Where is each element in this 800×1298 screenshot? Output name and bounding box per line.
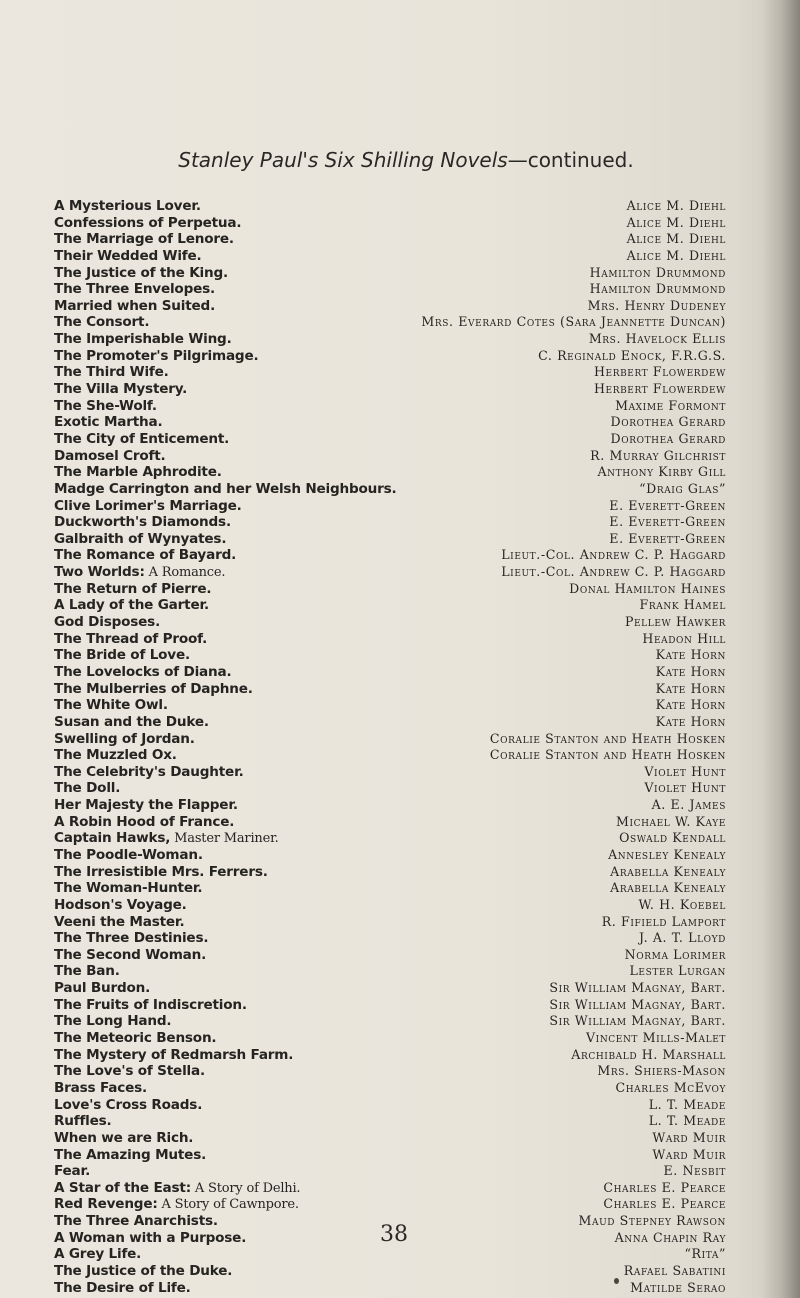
novel-title-text: The Amazing Mutes. (54, 1146, 207, 1163)
list-item (54, 731, 726, 748)
list-item (54, 481, 726, 498)
novel-title (54, 1047, 293, 1064)
novel-author: Kate Horn (655, 663, 726, 679)
novel-author: C. Reginald Enock, F.R.G.S. (538, 347, 726, 363)
novel-author: Alice M. Diehl (626, 231, 726, 247)
novel-title (54, 364, 169, 381)
novel-author: Ward Muir (652, 1129, 726, 1145)
page-header (56, 148, 756, 172)
novel-author: Archibald H. Marshall (571, 1046, 726, 1062)
novel-title (54, 448, 165, 465)
novel-title (54, 265, 228, 282)
novel-title (54, 780, 120, 797)
novel-title (54, 647, 190, 664)
list-item (54, 364, 726, 381)
novel-title (54, 248, 202, 265)
novel-title (54, 731, 195, 748)
list-item (54, 581, 726, 598)
novel-title-text: A Lady of the Garter. (54, 597, 210, 614)
list-item (54, 1263, 726, 1280)
novel-title-text: The Justice of the King. (54, 264, 228, 281)
list-item (54, 647, 726, 664)
novel-subtitle: A Romance. (144, 565, 226, 581)
novel-title-text: The Lovelocks of Diana. (54, 663, 232, 680)
list-item (54, 248, 726, 265)
novel-title-text: The Mystery of Redmarsh Farm. (54, 1046, 294, 1063)
novel-author: E. Nesbit (663, 1163, 726, 1179)
novel-subtitle: Master Mariner. (170, 831, 279, 847)
novel-author: Alice M. Diehl (626, 247, 726, 263)
novel-title (54, 231, 234, 248)
page-number: 38 (380, 1222, 408, 1247)
list-item (54, 864, 726, 881)
novel-author: Alice M. Diehl (626, 198, 726, 213)
novel-author: “Rita” (684, 1246, 726, 1262)
novel-title (54, 947, 206, 964)
novel-title-text: The Ban. (54, 963, 120, 980)
novel-title (54, 498, 242, 515)
novel-title-text: Captain Hawks, (54, 830, 171, 847)
list-item (54, 914, 726, 931)
novel-title (54, 930, 208, 947)
novel-title-text: Her Majesty the Flapper. (54, 797, 238, 814)
novel-author: Dorothea Gerard (610, 414, 726, 430)
list-item (54, 780, 726, 797)
novel-title (54, 414, 162, 431)
novel-subtitle: A Story of Cawnpore. (157, 1197, 299, 1213)
novel-title-text: The City of Enticement. (54, 430, 230, 447)
novel-author: Maud Stepney Rawson (578, 1213, 726, 1229)
list-item (54, 464, 726, 481)
novel-title (54, 1097, 202, 1114)
list-item (54, 1246, 726, 1263)
novel-author: Lieut.-Col. Andrew C. P. Haggard (501, 564, 726, 580)
novel-title (54, 631, 207, 648)
continued-label: —continued. (507, 148, 634, 172)
novel-title-text: Clive Lorimer's Marriage. (54, 497, 242, 514)
novel-title-text: Susan and the Duke. (54, 713, 209, 730)
novel-author: Kate Horn (655, 680, 726, 696)
novel-subtitle: A Story of Delhi. (190, 1180, 301, 1196)
novel-title (54, 714, 209, 731)
novel-title (54, 664, 231, 681)
novel-title-text: The Fruits of Indiscretion. (54, 996, 247, 1013)
novel-author: Anthony Kirby Gill (597, 464, 726, 480)
list-item (54, 231, 726, 248)
list-item (54, 681, 726, 698)
novel-title-text: The Love's of Stella. (54, 1063, 205, 1080)
list-item (54, 1147, 726, 1164)
list-item (54, 714, 726, 731)
list-item (54, 997, 726, 1014)
novel-title-text: The Justice of the Duke. (54, 1263, 233, 1279)
novel-title-text: God Disposes. (54, 614, 161, 631)
list-item (54, 614, 726, 631)
novel-author: “Draig Glas” (639, 480, 726, 496)
novel-author: Arabella Kenealy (610, 880, 726, 896)
novel-author: Vincent Mills-Malet (585, 1030, 726, 1046)
list-item (54, 1196, 726, 1213)
novel-title (54, 830, 279, 848)
novel-title-text: The Woman-Hunter. (54, 880, 203, 897)
novel-title-text: Veeni the Master. (54, 913, 185, 930)
list-item (54, 414, 726, 431)
list-item (54, 814, 726, 831)
novel-author: Violet Hunt (644, 763, 726, 779)
list-item (54, 215, 726, 232)
list-item (54, 930, 726, 947)
list-item (54, 697, 726, 714)
novel-title-text: The Bride of Love. (54, 647, 190, 664)
novel-title-text: Two Worlds: (54, 564, 145, 581)
novel-title-text: The Return of Pierre. (54, 580, 212, 597)
novel-title-text: The Imperishable Wing. (54, 331, 232, 348)
list-item (54, 498, 726, 515)
list-item (54, 531, 726, 548)
novel-title (54, 847, 203, 864)
novel-title-text: Confessions of Perpetua. (54, 214, 242, 231)
novel-title (54, 614, 160, 631)
novel-title-text: The She-Wolf. (54, 397, 157, 414)
novel-author: L. T. Meade (648, 1113, 726, 1129)
novel-author: Mrs. Havelock Ellis (588, 331, 726, 347)
novel-title (54, 880, 202, 897)
list-item (54, 1280, 726, 1297)
novel-title-text: Red Revenge: (54, 1196, 158, 1213)
novel-author: W. H. Koebel (638, 896, 726, 912)
novel-title-text: The Villa Mystery. (54, 381, 188, 398)
list-item (54, 897, 726, 914)
novel-author: R. Murray Gilchrist (590, 447, 726, 463)
novel-author: Mrs. Henry Dudeney (587, 297, 726, 313)
novel-author: Coralie Stanton and Heath Hosken (489, 730, 726, 746)
novel-title (54, 1213, 218, 1230)
novel-author: R. Fifield Lamport (601, 913, 726, 929)
novel-title-text: A Robin Hood of France. (54, 813, 235, 830)
novel-title-text: Love's Cross Roads. (54, 1096, 203, 1113)
novel-title-text: The Second Woman. (54, 946, 207, 963)
novel-author: A. E. James (651, 797, 726, 813)
novel-title (54, 481, 397, 498)
novel-title (54, 314, 149, 331)
novel-title-text: The White Owl. (54, 697, 168, 714)
novel-title-text: Their Wedded Wife. (54, 247, 202, 264)
novel-author: Michael W. Kaye (615, 813, 726, 829)
novel-title-text: Madge Carrington and her Welsh Neighbours. (54, 480, 397, 497)
novel-title-text: The Marble Aphrodite. (54, 464, 222, 481)
novel-list (54, 198, 726, 1296)
novel-title-text: The Romance of Bayard. (54, 547, 237, 564)
novel-title (54, 1246, 141, 1263)
novel-title (54, 1130, 193, 1147)
novel-title (54, 1063, 205, 1080)
novel-title-text: The Thread of Proof. (54, 630, 208, 647)
novel-title-text: The Promoter's Pilgrimage. (54, 347, 259, 364)
novel-author: E. Everett-Green (609, 497, 726, 513)
novel-title-text: The Third Wife. (54, 364, 169, 381)
list-item (54, 198, 726, 215)
novel-author: Mrs. Shiers-Mason (597, 1063, 726, 1079)
novel-title (54, 864, 268, 881)
novel-title (54, 514, 231, 531)
novel-title (54, 914, 184, 931)
list-item (54, 664, 726, 681)
novel-title (54, 1280, 191, 1297)
novel-author: L. T. Meade (648, 1096, 726, 1112)
novel-author: Frank Hamel (639, 597, 726, 613)
list-item (54, 830, 726, 847)
list-item (54, 797, 726, 814)
list-item (54, 564, 726, 581)
novel-title-text: Fear. (54, 1163, 91, 1180)
novel-author: Headon Hill (642, 630, 726, 646)
novel-author: Coralie Stanton and Heath Hosken (489, 747, 726, 763)
novel-author: Herbert Flowerdew (593, 364, 726, 380)
novel-title (54, 1263, 232, 1280)
novel-author: Arabella Kenealy (610, 863, 726, 879)
novel-title-text: When we are Rich. (54, 1129, 194, 1146)
novel-title-text: A Grey Life. (54, 1246, 142, 1263)
novel-title (54, 464, 222, 481)
novel-title-text: Brass Faces. (54, 1079, 147, 1096)
list-item (54, 764, 726, 781)
list-item (54, 1130, 726, 1147)
novel-title (54, 1230, 246, 1247)
novel-title-text: A Mysterious Lover. (54, 198, 201, 214)
novel-title-text: The Mulberries of Daphne. (54, 680, 253, 697)
novel-title (54, 564, 225, 582)
novel-author: Anna Chapin Ray (614, 1229, 726, 1245)
novel-title (54, 215, 241, 232)
novel-author: Sir William Magnay, Bart. (549, 1013, 726, 1029)
novel-title (54, 1163, 90, 1180)
list-item (54, 431, 726, 448)
novel-title-text: The Consort. (54, 314, 150, 331)
novel-title (54, 298, 215, 315)
novel-title-text: Exotic Martha. (54, 414, 163, 431)
novel-title-text: Hodson's Voyage. (54, 896, 187, 913)
novel-author: Lieut.-Col. Andrew C. P. Haggard (501, 547, 726, 563)
novel-title (54, 697, 168, 714)
novel-title (54, 581, 211, 598)
novel-author: Alice M. Diehl (626, 214, 726, 230)
novel-title (54, 897, 187, 914)
list-item (54, 381, 726, 398)
novel-title-text: Ruffles. (54, 1113, 112, 1130)
list-item (54, 1063, 726, 1080)
list-item (54, 947, 726, 964)
list-item (54, 747, 726, 764)
novel-title (54, 281, 215, 298)
novel-title-text: Swelling of Jordan. (54, 730, 195, 747)
novel-title-text: The Desire of Life. (54, 1279, 191, 1296)
novel-author: Kate Horn (655, 647, 726, 663)
list-item (54, 1080, 726, 1097)
novel-title-text: Galbraith of Wynyates. (54, 530, 227, 547)
novel-author: E. Everett-Green (609, 530, 726, 546)
ink-speck (614, 1278, 619, 1284)
list-item (54, 1097, 726, 1114)
novel-title (54, 1013, 171, 1030)
novel-title (54, 331, 232, 348)
novel-author: Herbert Flowerdew (593, 381, 726, 397)
novel-author: Dorothea Gerard (610, 430, 726, 446)
list-item (54, 880, 726, 897)
list-item (54, 1180, 726, 1197)
novel-author: Norma Lorimer (624, 946, 726, 962)
list-item (54, 448, 726, 465)
novel-title-text: The Muzzled Ox. (54, 747, 177, 764)
novel-title (54, 1080, 147, 1097)
novel-title (54, 681, 253, 698)
novel-author: Charles E. Pearce (603, 1179, 726, 1195)
novel-author: Charles E. Pearce (603, 1196, 726, 1212)
list-item (54, 1163, 726, 1180)
novel-title-text: The Marriage of Lenore. (54, 231, 234, 248)
novel-title-text: The Meteoric Benson. (54, 1030, 217, 1047)
novel-title-text: Damosel Croft. (54, 447, 166, 464)
list-item (54, 265, 726, 282)
novel-title (54, 797, 238, 814)
novel-title-text: The Three Destinies. (54, 930, 209, 947)
novel-title (54, 747, 177, 764)
list-item (54, 1047, 726, 1064)
novel-title-text: The Celebrity's Daughter. (54, 763, 244, 780)
novel-title-text: The Poodle-Woman. (54, 846, 203, 863)
novel-author: Kate Horn (655, 697, 726, 713)
novel-title (54, 1030, 216, 1047)
novel-title-text: Paul Burdon. (54, 980, 151, 997)
list-item (54, 1030, 726, 1047)
novel-author: Kate Horn (655, 713, 726, 729)
novel-author: Donal Hamilton Haines (569, 580, 726, 596)
list-item (54, 631, 726, 648)
list-item (54, 281, 726, 298)
novel-author: Oswald Kendall (619, 830, 726, 846)
novel-author: Mrs. Everard Cotes (Sara Jeannette Duncan) (421, 314, 726, 330)
novel-title (54, 348, 258, 365)
list-item (54, 1013, 726, 1030)
novel-title (54, 431, 229, 448)
novel-author: Annesley Kenealy (608, 846, 726, 862)
novel-title (54, 997, 247, 1014)
list-item (54, 547, 726, 564)
novel-title-text: A Star of the East: (54, 1179, 191, 1196)
novel-title-text: A Woman with a Purpose. (54, 1229, 247, 1246)
novel-author: Sir William Magnay, Bart. (549, 996, 726, 1012)
novel-author: Matilde Serao (630, 1279, 726, 1295)
novel-author: J. A. T. Lloyd (638, 930, 726, 946)
novel-title (54, 1113, 112, 1130)
novel-title (54, 1147, 206, 1164)
list-item (54, 314, 726, 331)
novel-title-text: Duckworth's Diamonds. (54, 514, 231, 531)
list-item (54, 847, 726, 864)
list-item (54, 980, 726, 997)
novel-author: Pellew Hawker (624, 614, 726, 630)
novel-author: Lester Lurgan (629, 963, 726, 979)
novel-title (54, 814, 234, 831)
list-item (54, 331, 726, 348)
novel-author: Maxime Formont (615, 397, 726, 413)
novel-title-text: The Three Envelopes. (54, 281, 215, 298)
series-title: Stanley Paul's Six Shilling Novels (178, 148, 508, 172)
novel-title (54, 398, 157, 415)
novel-author: Sir William Magnay, Bart. (549, 980, 726, 996)
list-item (54, 597, 726, 614)
novel-author: Ward Muir (652, 1146, 726, 1162)
page-edge-shadow (762, 0, 800, 1298)
novel-author: Hamilton Drummond (589, 281, 726, 297)
list-item (54, 348, 726, 365)
novel-title (54, 198, 201, 215)
novel-author: Hamilton Drummond (589, 264, 726, 280)
list-item (54, 514, 726, 531)
novel-title (54, 1196, 299, 1214)
novel-title-text: The Three Anarchists. (54, 1213, 218, 1230)
novel-title (54, 381, 187, 398)
novel-title (54, 980, 150, 997)
novel-title-text: The Irresistible Mrs. Ferrers. (54, 863, 268, 880)
novel-title (54, 547, 236, 564)
list-item (54, 298, 726, 315)
novel-title (54, 963, 120, 980)
novel-author: Charles McEvoy (615, 1079, 726, 1095)
novel-author: Violet Hunt (644, 780, 726, 796)
novel-title (54, 1180, 300, 1198)
novel-author: E. Everett-Green (609, 514, 726, 530)
novel-title (54, 764, 244, 781)
list-item (54, 963, 726, 980)
list-item (54, 1113, 726, 1130)
novel-title (54, 531, 226, 548)
novel-title-text: Married when Suited. (54, 297, 216, 314)
novel-title-text: The Doll. (54, 780, 121, 797)
novel-title (54, 597, 209, 614)
novel-title-text: The Long Hand. (54, 1013, 172, 1030)
list-item (54, 398, 726, 415)
novel-author: Rafael Sabatini (623, 1263, 726, 1278)
